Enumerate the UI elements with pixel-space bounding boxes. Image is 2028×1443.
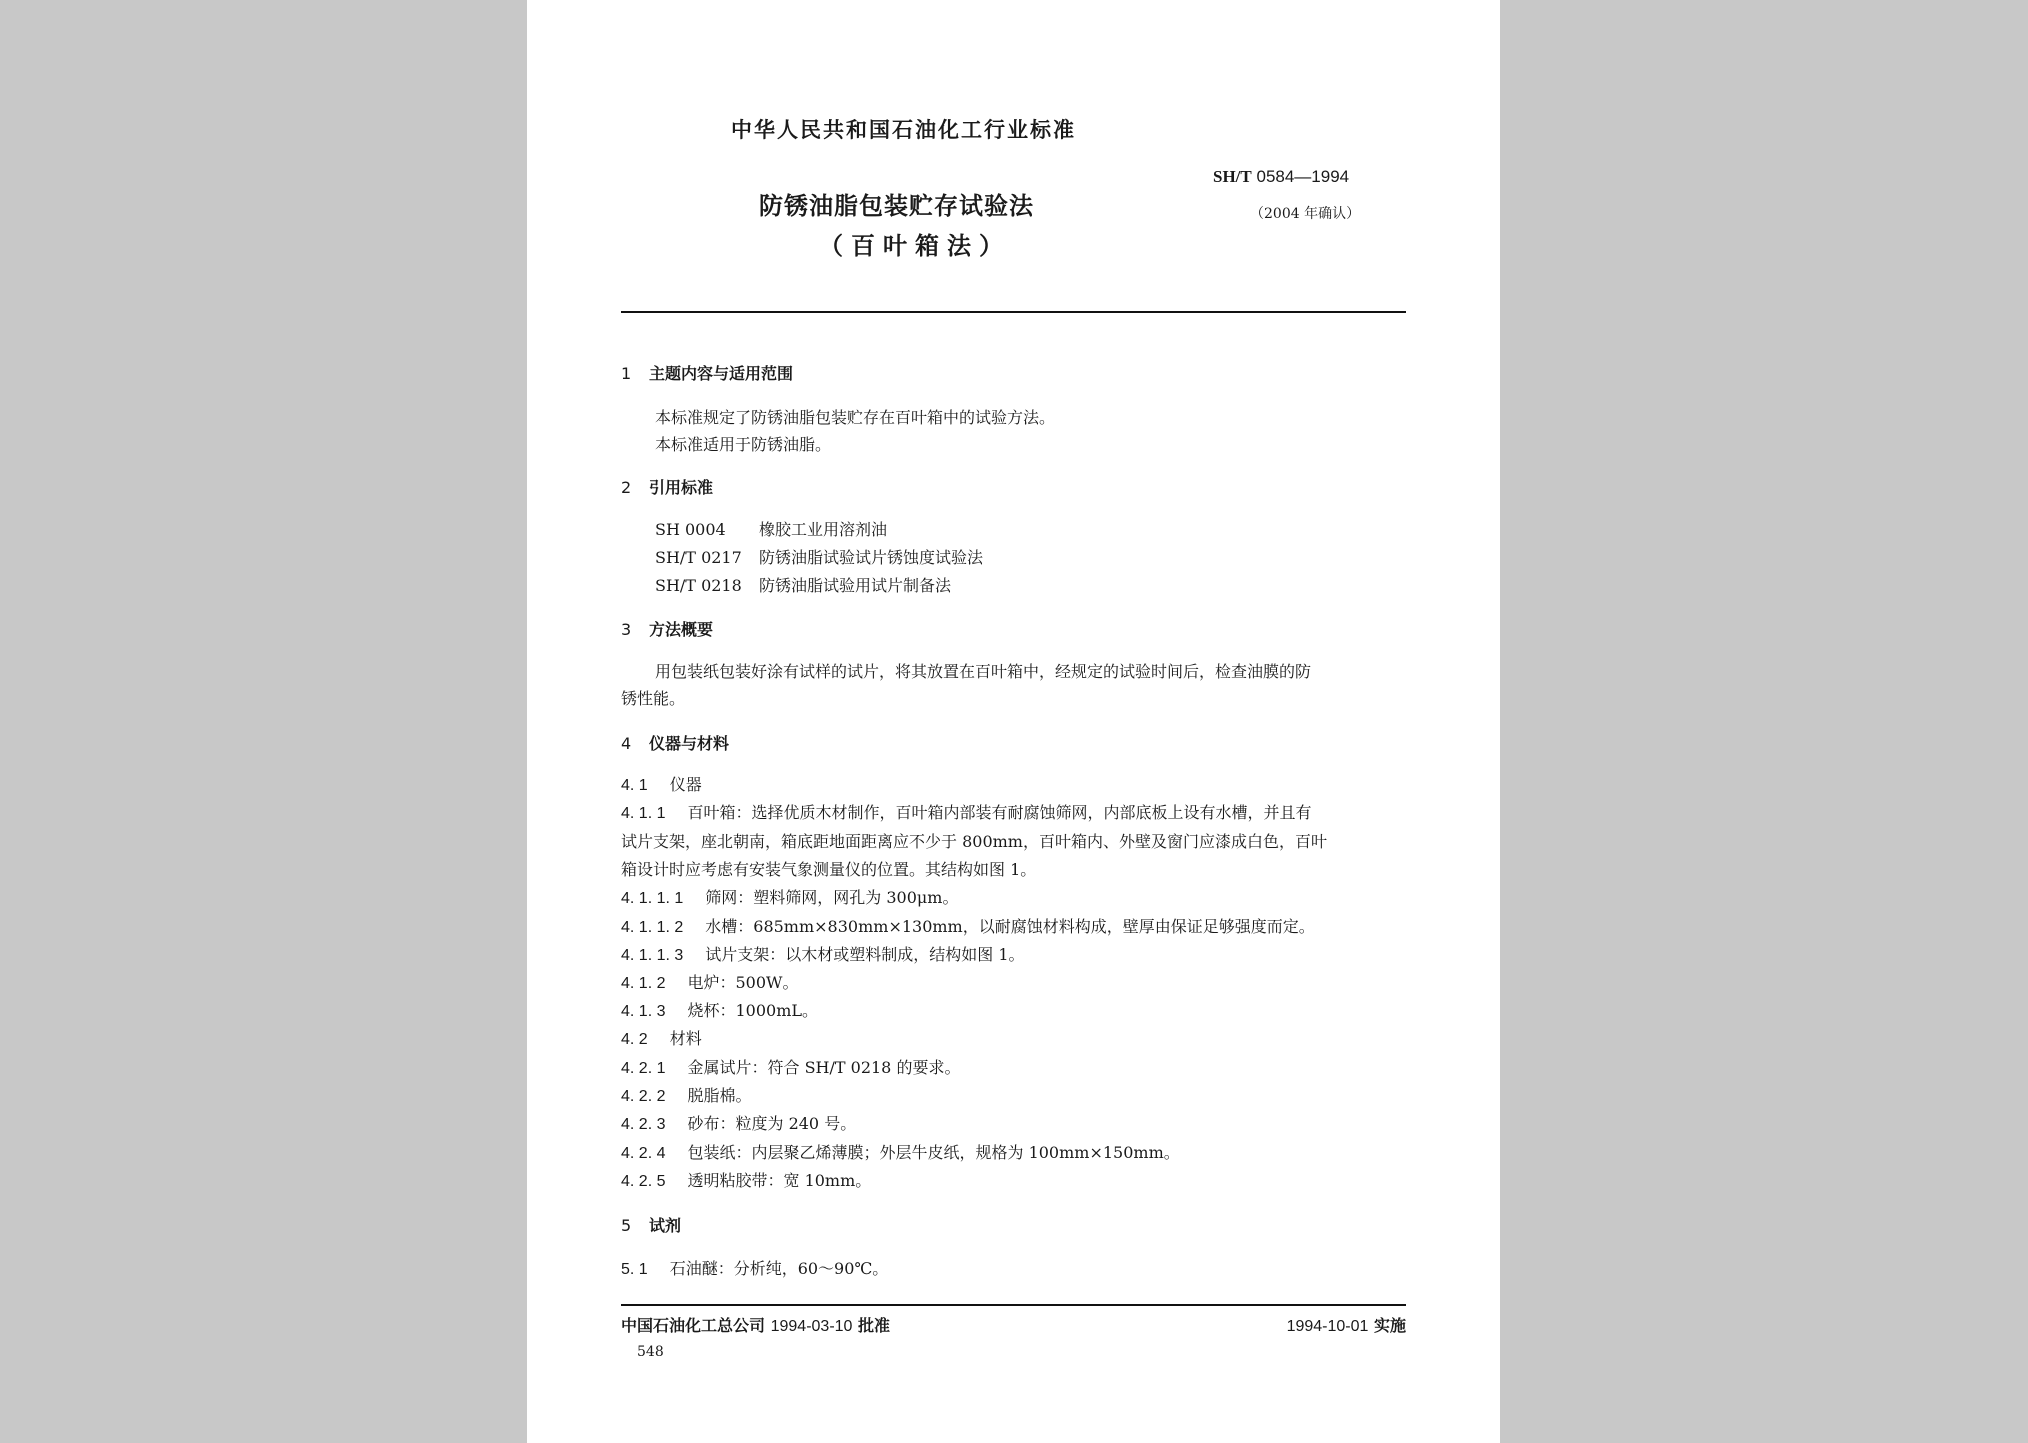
clause-4-2-1: 4. 2. 1 金属试片：符合 SH/T 0218 的要求。 — [621, 1058, 961, 1077]
confirmation-year: （2004 年确认） — [1250, 206, 1361, 222]
clause-4-1: 4. 1 仪器 — [621, 775, 702, 794]
page-number: 548 — [637, 1344, 664, 1360]
section-1-para-2: 本标准适用于防锈油脂。 — [655, 435, 832, 454]
clause-4-1-1-3: 4. 1. 1. 3 试片支架：以木材或塑料制成，结构如图 1。 — [621, 945, 1025, 964]
effective-label: 实施 — [1373, 1316, 1406, 1335]
clause-5-1: 5. 1 石油醚：分析纯，60～90℃。 — [621, 1259, 889, 1278]
clause-4-1-1: 4. 1. 1 百叶箱：选择优质木材制作，百叶箱内部装有耐腐蚀筛网，内部底板上设有水槽，并且有 — [621, 803, 1312, 822]
section-4-heading: 4 仪器与材料 — [621, 734, 730, 753]
standard-code — [1213, 167, 1349, 187]
standard-code-prefix: SH/T — [1213, 167, 1252, 186]
section-3-para-line-2: 锈性能。 — [621, 689, 686, 708]
clause-4-1-2: 4. 1. 2 电炉：500W。 — [621, 973, 799, 992]
approval-line — [621, 1313, 890, 1336]
approval-date: 1994-03-10 — [770, 1318, 853, 1335]
section-3-para-line-1: 用包装纸包装好涂有试样的试片，将其放置在百叶箱中，经规定的试验时间后，检查油膜的防 — [655, 662, 1312, 681]
effective-date: 1994-10-01 — [1286, 1318, 1369, 1335]
footer-divider — [621, 1304, 1406, 1306]
clause-4-2-4: 4. 2. 4 包装纸：内层聚乙烯薄膜；外层牛皮纸，规格为 100mm×150mm。 — [621, 1143, 1180, 1162]
reference-item: SH 0004 橡胶工业用溶剂油 — [655, 520, 888, 539]
section-2-heading: 2 引用标准 — [621, 478, 714, 497]
section-1-heading: 1 主题内容与适用范围 — [621, 364, 794, 383]
header-divider — [621, 311, 1406, 313]
clause-4-1-1-cont: 箱设计时应考虑有安装气象测量仪的位置。其结构如图 1。 — [621, 860, 1037, 879]
reference-item: SH/T 0218 防锈油脂试验用试片制备法 — [655, 576, 952, 595]
document-subtitle: （百叶箱法） — [819, 232, 1011, 260]
clause-4-2-5: 4. 2. 5 透明粘胶带：宽 10mm。 — [621, 1171, 872, 1190]
clause-4-2-2: 4. 2. 2 脱脂棉。 — [621, 1086, 752, 1105]
section-1-para-1: 本标准规定了防锈油脂包装贮存在百叶箱中的试验方法。 — [655, 408, 1056, 427]
document-page — [527, 0, 1500, 1443]
issuing-organization: 中华人民共和国石油化工行业标准 — [731, 118, 1076, 142]
effective-line — [1287, 1313, 1406, 1336]
document-title: 防锈油脂包装贮存试验法 — [759, 192, 1034, 220]
reference-item: SH/T 0217 防锈油脂试验试片锈蚀度试验法 — [655, 548, 984, 567]
clause-4-2-3: 4. 2. 3 砂布：粒度为 240 号。 — [621, 1114, 857, 1133]
approval-label: 批准 — [858, 1316, 891, 1335]
section-5-heading: 5 试剂 — [621, 1216, 682, 1235]
clause-4-1-3: 4. 1. 3 烧杯：1000mL。 — [621, 1001, 819, 1020]
clause-4-1-1-cont: 试片支架，座北朝南，箱底距地面距离应不少于 800mm，百叶箱内、外壁及窗门应漆成白色，百叶 — [621, 832, 1327, 851]
clause-4-2: 4. 2 材料 — [621, 1029, 702, 1048]
issuer: 中国石油化工总公司 — [621, 1316, 766, 1335]
section-3-heading: 3 方法概要 — [621, 620, 714, 639]
standard-number: 0584—1994 — [1256, 167, 1350, 186]
clause-4-1-1-1: 4. 1. 1. 1 筛网：塑料筛网，网孔为 300μm。 — [621, 888, 959, 907]
clause-4-1-1-2: 4. 1. 1. 2 水槽：685mm×830mm×130mm，以耐腐蚀材料构成，壁厚由保证足够强度而定。 — [621, 917, 1315, 936]
